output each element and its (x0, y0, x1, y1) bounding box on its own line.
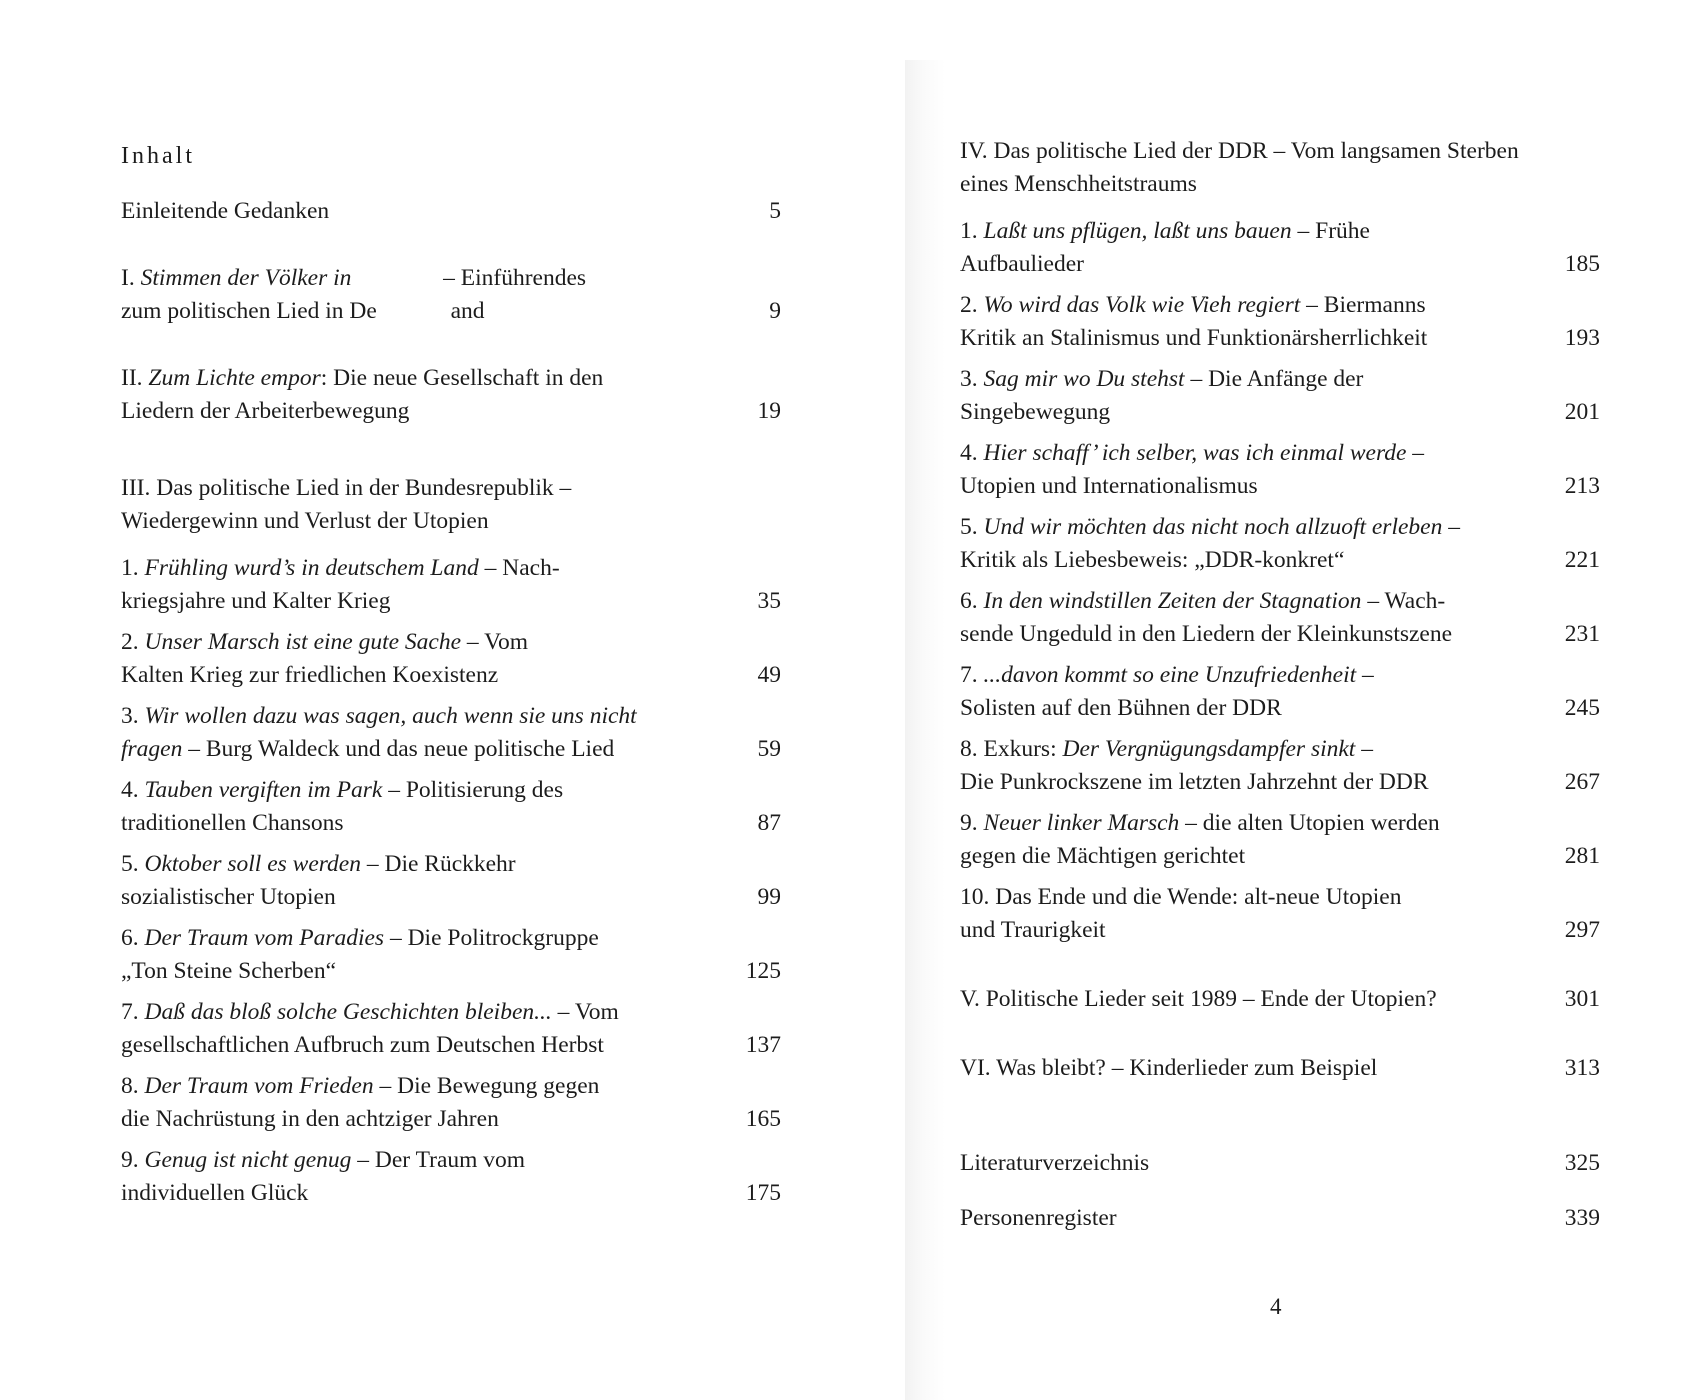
entry-page: 5 (769, 198, 781, 224)
entry-title-italic: Wir wollen dazu was sagen, auch wenn sie uns nicht (144, 703, 637, 729)
entry-line2: und Traurigkeit (960, 917, 1106, 943)
entry-page: 19 (757, 398, 781, 424)
toc-entry (960, 659, 1600, 725)
entry-title-rest: – Nach- (478, 555, 560, 581)
toc-entry (960, 215, 1600, 281)
entry-line2: – Burg Waldeck und das neue politische Lied (182, 736, 615, 762)
entry-page: 193 (1564, 325, 1600, 351)
toc-entry (121, 774, 781, 840)
entry-title-italic: Laßt uns pflügen, laßt uns bauen (983, 218, 1292, 244)
entry-title-italic: Tauben vergiften im Park (144, 777, 383, 803)
entry-num: 8. (960, 736, 978, 762)
entry-title-rest: – Wach- (1361, 588, 1446, 614)
entry-title-italic: Frühling wurd’s in deutschem Land (144, 555, 479, 581)
toc-entry (121, 996, 781, 1062)
toc-entry (960, 363, 1600, 429)
entry-page: 297 (1564, 917, 1600, 943)
entry-title-italic: Wo wird das Volk wie Vieh regiert (983, 292, 1301, 318)
toc-heading: Inhalt (121, 143, 195, 169)
entry-title: Einleitende Gedanken (121, 198, 330, 224)
entry-title-rest: – (1356, 662, 1374, 688)
entry-title-rest: – Die Rückkehr (360, 851, 516, 877)
entry-line2: zum politischen Lied in De (121, 298, 377, 324)
entry-line1: III. Das politische Lied in der Bundesrepublik – (121, 475, 572, 501)
entry-title-italic: Zum Lichte empor (148, 365, 321, 391)
entry-page: 339 (1564, 1205, 1600, 1231)
entry-page: 325 (1564, 1150, 1600, 1176)
toc-entry (960, 585, 1600, 651)
entry-title-rest: – (1355, 736, 1373, 762)
entry-page: 185 (1564, 251, 1600, 277)
entry-roman: II. (121, 365, 143, 391)
toc-entry (121, 700, 781, 766)
toc-left-column (121, 140, 781, 1210)
entry-title-italic: Der Traum vom Frieden (144, 1073, 374, 1099)
entry-line2: die Nachrüstung in den achtziger Jahren (121, 1106, 499, 1132)
toc-entry (121, 626, 781, 692)
toc-entry-part2 (121, 362, 781, 428)
entry-page: 231 (1564, 621, 1600, 647)
entry-title-italic: Neuer linker Marsch (983, 810, 1180, 836)
entry-num: 2. (121, 629, 139, 655)
entry-title-italic: Und wir möchten das nicht noch allzuoft erleben (983, 514, 1443, 540)
entry-title-rest: – Biermanns (1300, 292, 1426, 318)
entry-line2: individuellen Glück (121, 1180, 309, 1206)
entry-num: 1. (960, 218, 978, 244)
entry-line2: Kritik als Liebesbeweis: „DDR-konkret“ (960, 547, 1345, 573)
entry-num: 9. (121, 1147, 139, 1173)
entry-line2: Solisten auf den Bühnen der DDR (960, 695, 1282, 721)
entry-title-italic: Der Vergnügungsdampfer sinkt (1062, 736, 1356, 762)
toc-entry (121, 922, 781, 988)
entry-page: 49 (757, 662, 781, 688)
entry-title-italic: Stimmen der Völker in (140, 265, 352, 291)
entry-line2: gegen die Mächtigen gerichtet (960, 843, 1246, 869)
toc-entry-part1 (121, 262, 781, 328)
entry-line1: IV. Das politische Lied der DDR – Vom langsamen Sterben (960, 138, 1519, 164)
entry-page: 281 (1564, 843, 1600, 869)
entry-page: 35 (757, 588, 781, 614)
toc-entry (960, 881, 1600, 947)
entry-title-italic: Oktober soll es werden (144, 851, 361, 877)
entry-title-rest: – die alten Utopien werden (1179, 810, 1440, 836)
entry-page: 267 (1564, 769, 1600, 795)
page-number: 4 (1270, 1294, 1282, 1319)
toc-right-entries (960, 215, 1600, 947)
entry-num: 3. (960, 366, 978, 392)
entry-title-rest: – (1442, 514, 1460, 540)
entry-line2: Die Punkrockszene im letzten Jahrzehnt der DDR (960, 769, 1429, 795)
entry-line2: Wiedergewinn und Verlust der Utopien (121, 508, 489, 534)
toc-entry-part5 (960, 983, 1600, 1016)
entry-title: Personenregister (960, 1205, 1117, 1231)
entry-line2: Aufbaulieder (960, 251, 1084, 277)
entry-title-rest: – Die Bewegung gegen (373, 1073, 600, 1099)
toc-entry (121, 1070, 781, 1136)
toc-entry-intro (121, 195, 781, 228)
entry-line2: Kalten Krieg zur friedlichen Koexistenz (121, 662, 499, 688)
entry-num: 7. (121, 999, 139, 1025)
toc-entry (960, 733, 1600, 799)
entry-page: 175 (745, 1180, 781, 1206)
entry-num: 8. (121, 1073, 139, 1099)
entry-title-rest: – Politisierung des (382, 777, 564, 803)
entry-num: 10. (960, 884, 990, 910)
entry-title-rest: – Frühe (1291, 218, 1370, 244)
entry-page: 99 (757, 884, 781, 910)
entry-roman: I. (121, 265, 135, 291)
toc-entry-part4 (960, 135, 1600, 201)
entry-page: 221 (1564, 547, 1600, 573)
entry-title-italic: Sag mir wo Du stehst (983, 366, 1185, 392)
entry-line2: Singebewegung (960, 399, 1111, 425)
entry-line2: gesellschaftlichen Aufbruch zum Deutschen Herbst (121, 1032, 604, 1058)
entry-page: 201 (1564, 399, 1600, 425)
entry-num: 4. (960, 440, 978, 466)
entry-line2-italic: fragen (121, 736, 183, 762)
entry-title: Literaturverzeichnis (960, 1150, 1150, 1176)
toc-left-entries (121, 552, 781, 1210)
entry-page: 301 (1564, 986, 1600, 1012)
entry-title-rest: – Vom (551, 999, 619, 1025)
entry-num: 7. (960, 662, 978, 688)
toc-entry-register (960, 1202, 1600, 1235)
entry-title: V. Politische Lieder seit 1989 – Ende der Utopien? (960, 986, 1437, 1012)
entry-title-rest: Das Ende und die Wende: alt-neue Utopien (995, 884, 1402, 910)
entry-title-rest: – Die Politrockgruppe (384, 925, 599, 951)
entry-page: 213 (1564, 473, 1600, 499)
entry-prefix: Exkurs: (983, 736, 1063, 762)
entry-title-italic: Daß das bloß solche Geschichten bleiben... (144, 999, 552, 1025)
entry-title-rest: – (1406, 440, 1425, 466)
entry-page: 9 (769, 298, 781, 324)
entry-page: 137 (745, 1032, 781, 1058)
entry-page: 245 (1564, 695, 1600, 721)
entry-title-italic: Der Traum vom Paradies (144, 925, 385, 951)
toc-entry (121, 1144, 781, 1210)
entry-line2: sozialistischer Utopien (121, 884, 336, 910)
entry-title-rest: – Einführendes (443, 265, 587, 291)
entry-page: 165 (745, 1106, 781, 1132)
toc-entry (960, 807, 1600, 873)
entry-title-rest: – Der Traum vom (351, 1147, 526, 1173)
entry-num: 1. (121, 555, 139, 581)
entry-line2b: and (450, 298, 485, 324)
entry-line2: „Ton Steine Scherben“ (121, 958, 336, 984)
entry-title-rest: : Die neue Gesellschaft in den (320, 365, 604, 391)
toc-entry (960, 437, 1600, 503)
toc-entry-part6 (960, 1052, 1600, 1085)
entry-num: 2. (960, 292, 978, 318)
entry-page: 313 (1564, 1055, 1600, 1081)
entry-page: 59 (757, 736, 781, 762)
entry-title: VI. Was bleibt? – Kinderlieder zum Beispiel (960, 1055, 1378, 1081)
entry-num: 5. (121, 851, 139, 877)
entry-page: 87 (757, 810, 781, 836)
entry-line2: traditionellen Chansons (121, 810, 344, 836)
toc-entry-part3 (121, 472, 761, 538)
entry-line2: Kritik an Stalinismus und Funktionärsherrlichkeit (960, 325, 1428, 351)
toc-entry (121, 552, 781, 618)
entry-line2: Liedern der Arbeiterbewegung (121, 398, 410, 424)
entry-title-italic: ...davon kommt so eine Unzufriedenheit (983, 662, 1357, 688)
entry-title-italic: Hier schaff’ ich selber, was ich einmal werde (983, 440, 1407, 466)
entry-line2: Utopien und Internationalismus (960, 473, 1258, 499)
entry-title-rest: – Die Anfänge der (1184, 366, 1364, 392)
entry-num: 6. (121, 925, 139, 951)
entry-num: 3. (121, 703, 139, 729)
toc-entry-literature (960, 1147, 1600, 1180)
entry-title-italic: In den windstillen Zeiten der Stagnation (983, 588, 1362, 614)
toc-entry (960, 289, 1600, 355)
entry-num: 9. (960, 810, 978, 836)
toc-right-column (960, 135, 1600, 1235)
entry-num: 6. (960, 588, 978, 614)
entry-title-rest: – Vom (461, 629, 529, 655)
entry-title-italic: Genug ist nicht genug (144, 1147, 352, 1173)
toc-entry (121, 848, 781, 914)
entry-num: 4. (121, 777, 139, 803)
entry-title-italic: Unser Marsch ist eine gute Sache (144, 629, 462, 655)
toc-entry (960, 511, 1600, 577)
entry-num: 5. (960, 514, 978, 540)
entry-page: 125 (745, 958, 781, 984)
entry-line2: kriegsjahre und Kalter Krieg (121, 588, 391, 614)
entry-line2: sende Ungeduld in den Liedern der Kleinkunstszene (960, 621, 1453, 647)
entry-line2: eines Menschheitstraums (960, 171, 1197, 197)
